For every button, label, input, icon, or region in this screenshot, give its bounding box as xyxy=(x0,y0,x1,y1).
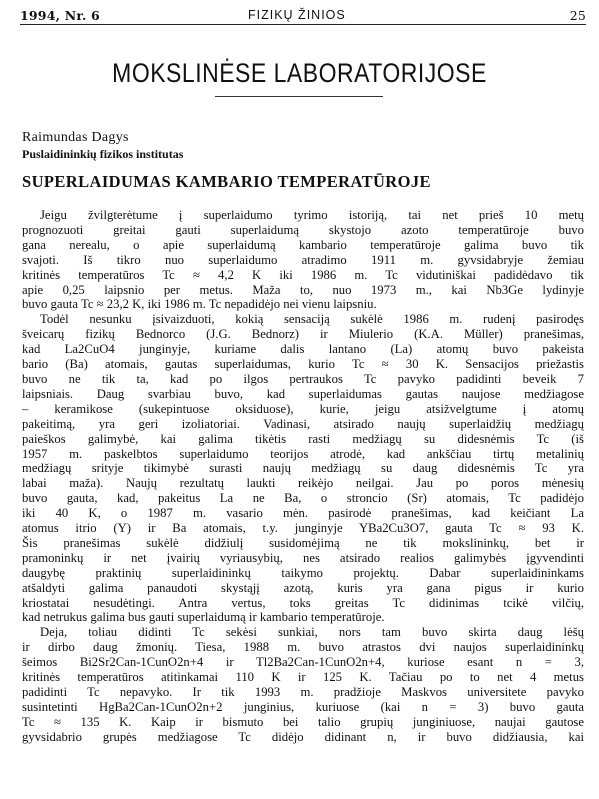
body-line: laipsniais. Daug svarbiau buvo, kad superlaidumas gautas naujose medžiagose xyxy=(22,386,584,401)
body-line: Jeigu žvilgterėtume į superlaidumo tyrimo istoriją, tai net prieš 10 metų xyxy=(40,208,584,222)
header-rule xyxy=(20,24,586,25)
body-line: kriostatai nesudėtingi. Antra vertus, toks greitas Tc didinimas tcikė vilčių, xyxy=(22,595,584,610)
body-line: prognozuoti greitai gauti superlaidumą skystojo azoto temperatūroje buvo xyxy=(22,222,584,237)
body-line: Deja, toliau didinti Tc sekėsi sunkiai, nors tam buvo skirta daug lėšų xyxy=(40,625,584,640)
issue-label: 1994, Nr. 6 xyxy=(20,8,100,23)
page-number: 25 xyxy=(569,8,586,23)
body-line: Todėl nesunku įsivaizduoti, kokią sensaciją sukėlė 1986 m. rudenį pasirodęs xyxy=(40,312,584,327)
body-line: kad La2CuO4 junginyje, kuriame dalis lantano (La) atomų buvo pakeista xyxy=(22,342,584,357)
body-line: Tc ≈ 135 K. Kaip ir bismuto bei talio grupių junginiuose, naujai gautose xyxy=(22,714,584,729)
body-line: apie 0,25 laipsnio per metus. Maža to, nuo 1973 m., kai Nb3Ge lydinyje xyxy=(22,282,584,297)
body-line: svajoti. Iš tikro nuo superlaidumo atradimo 1911 m. gyvsidabryje žemiau xyxy=(22,252,584,267)
body-line: buvo ne tik ta, kad po ilgos pertraukos Tc pavyko padidinti beveik 7 xyxy=(22,371,584,386)
journal-name: FIZIKŲ ŽINIOS xyxy=(248,8,346,22)
body-line: šeimos Bi2Sr2Can-1CunO2n+4 ir Tl2Ba2Can-1CunO2n+4, kuriose esant n = 3, xyxy=(22,655,584,670)
body-line: daugybę praktinių superlaidininkų taikymo projektų. Dabar superlaidininkams xyxy=(22,565,584,580)
body-line: ir dirbo daug žmonių. Tiesa, 1988 m. buvo atrastos dvi naujos superlaidininkų xyxy=(22,640,584,655)
body-line: atomus itrio (Y) ir Ba atomais, t.y. junginyje YBa2Cu3O7, gauta Tc ≈ 93 K. xyxy=(22,521,584,536)
body-line: iki 40 K, o 1987 m. vasario mėn. pasirodė pranešimas, kad keičiant La xyxy=(22,506,584,521)
section-title: MOKSLINĖSE LABORATORIJOSE xyxy=(112,58,487,88)
section-title-rule xyxy=(215,96,383,97)
body-line: labai maža). Naujų rezultatų laukti reikėjo neilgai. Jau po poros mėnesių xyxy=(22,476,584,491)
body-line: buvo gauta, kad, pakeitus La ne Ba, o stroncio (Sr) atomais, Tc padidėjo xyxy=(22,491,584,506)
author-affiliation: Puslaidininkių fizikos institutas xyxy=(22,147,184,161)
body-line: 1957 m. paskelbtos superlaidumo teorijos atrodė, kad ankščiau tirtų metalinių xyxy=(22,446,584,461)
body-line: atšaldyti galima panaudoti skystąjį azotą, kuris yra gana pigus ir kurio xyxy=(22,580,584,595)
author-name: Raimundas Dagys xyxy=(22,130,129,145)
body-line: kritinės temperatūros Tc ≈ 4,2 K iki 1986 m. Tc vidutiniškai padidėdavo tik xyxy=(22,267,584,282)
body-line: buvo gauta Tc ≈ 23,2 K, iki 1986 m. Tc nepadidėjo nei vienu laipsniu. xyxy=(22,297,377,312)
body-line: kritinės temperatūros atitinkamai 110 K ir 125 K. Tačiau po to net 4 metus xyxy=(22,670,584,685)
article-title: SUPERLAIDUMAS KAMBARIO TEMPERATŪROJE xyxy=(22,172,431,191)
body-line: kad netrukus galima bus gauti superlaidumą ir kambario temperatūroje. xyxy=(22,610,385,625)
body-line: susintetinti HgBa2Can-1CunO2n+2 junginius, kuriuose (kai n = 3) buvo gauta xyxy=(22,699,584,714)
body-line: padidinti Tc nepavyko. Ir tik 1993 m. pradžioje Maskvos universitete pavyko xyxy=(22,685,584,699)
body-line: pakeitimą, yra geri izoliatoriai. Vadinasi, atsirado naujų superlaidžių medžiagų xyxy=(22,416,584,431)
body-line: paieškos galimybė, kai galima tikėtis rasti medžiagų su didesnėmis Tc (iš xyxy=(22,431,584,446)
body-line: pramoninkų ir net įvairių vyriausybių, nes atsirado realios galimybės įgyvendinti xyxy=(22,550,584,565)
body-line: šveicarų fizikų Bednorco (J.G. Bednorz) ir Miulerio (K.A. Müller) pranešimas, xyxy=(22,327,584,342)
body-line: medžiagų srityje tikimybė surasti naujų medžiagų su daug didesnėmis Tc yra xyxy=(22,461,584,476)
body-line: bario (Ba) atomais, gautas superlaidumas, kurio Tc ≈ 30 K. Sensacijos priežastis xyxy=(22,357,584,372)
body-line: gyvsidabrio grupės medžiagose Tc didėjo didinant n, ir buvo didžiausia, kai xyxy=(22,729,584,744)
body-line: Šis pranešimas sukėlė didžiulį susidomėjimą ne tik mokslininkų, bet ir xyxy=(22,535,584,550)
body-line: – keramikose (sukepintuose oksiduose), kurie, jeigu atsižvelgtume į atomų xyxy=(22,401,584,416)
article-body xyxy=(22,208,584,745)
body-line: gana nerealu, o apie superlaidumą kambario temperatūroje galima buvo tik xyxy=(22,237,584,252)
running-head xyxy=(20,8,586,24)
